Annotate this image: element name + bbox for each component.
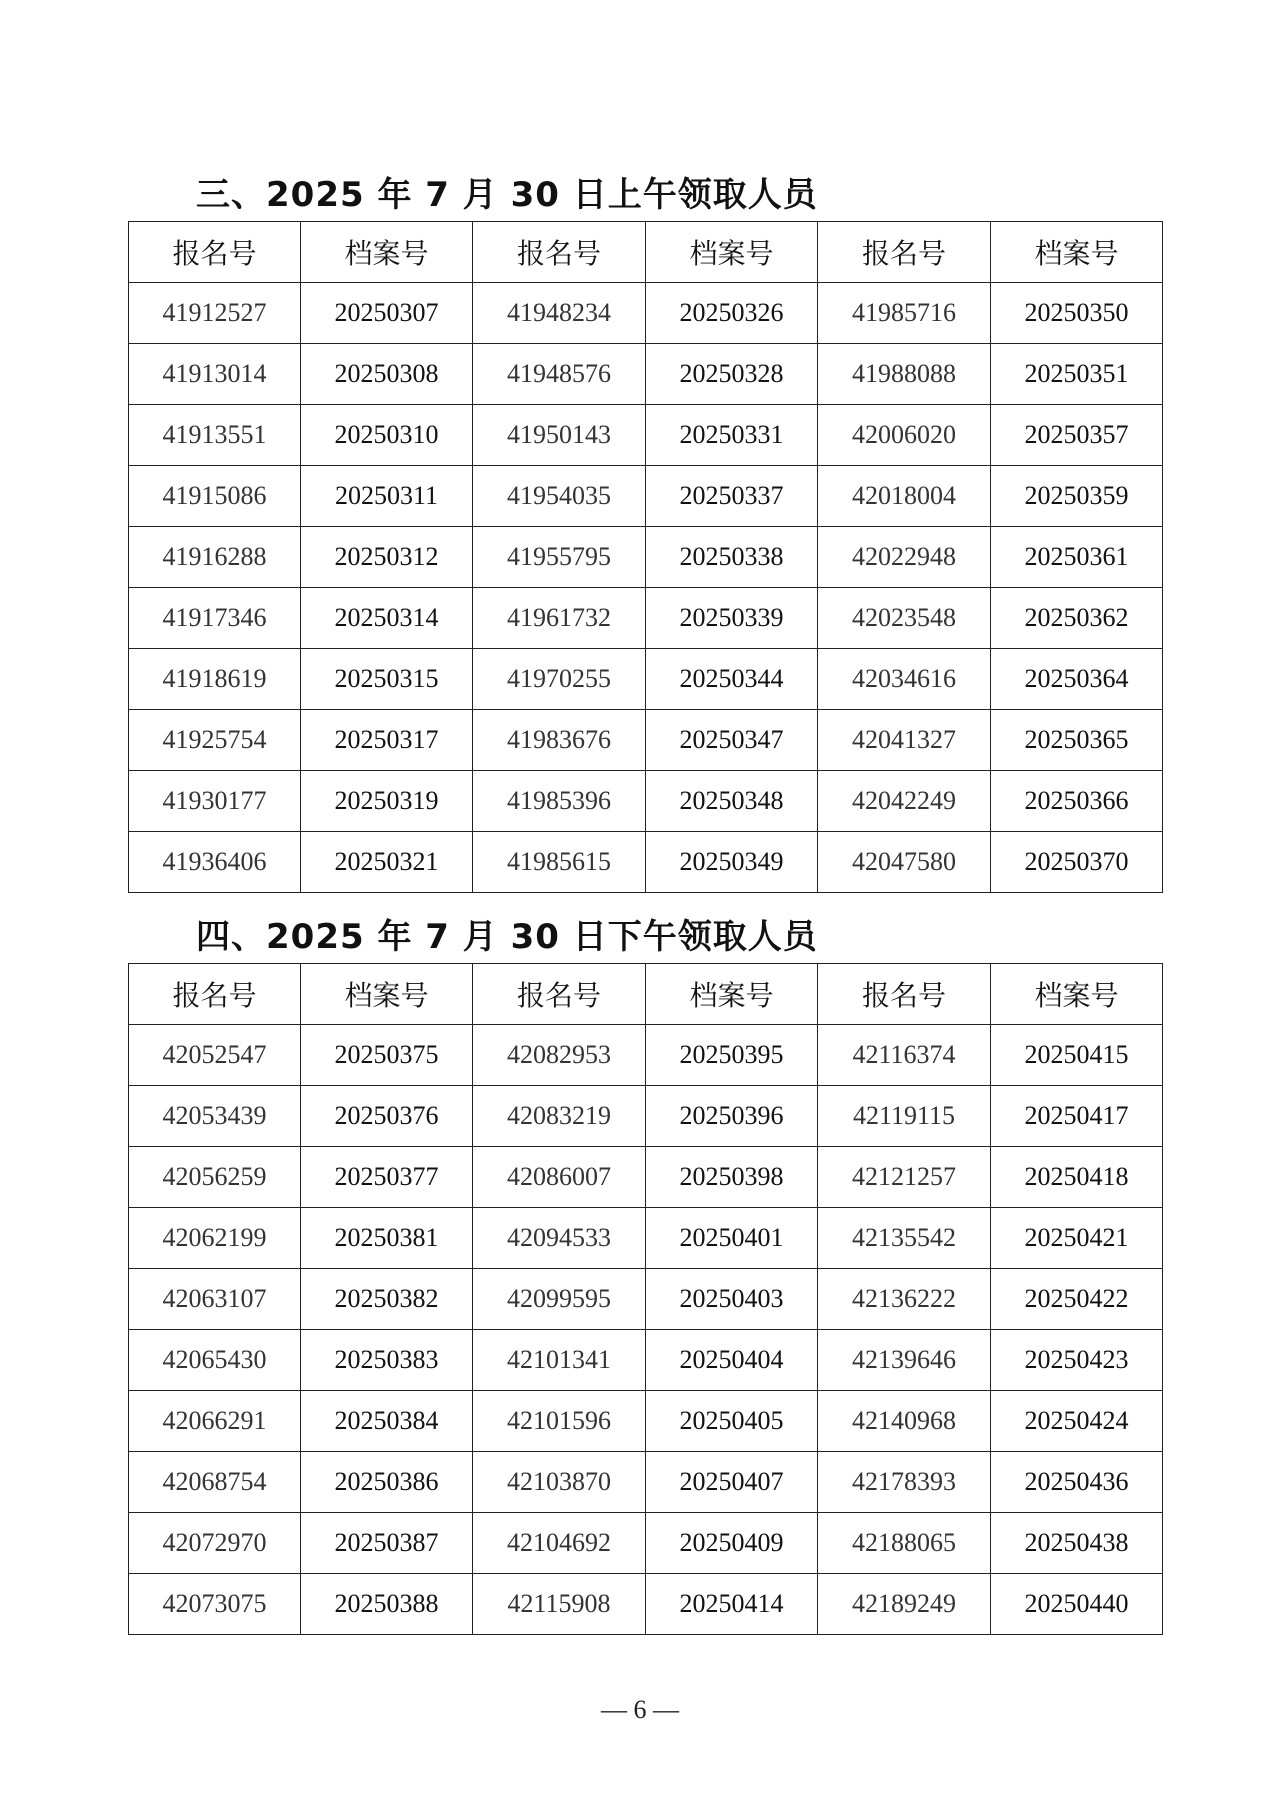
table-row: [129, 1269, 1163, 1330]
archive-number-cell: 20250396: [646, 1086, 818, 1147]
column-header-archive-no: 档案号: [991, 964, 1163, 1025]
registration-number-cell: 42065430: [129, 1330, 301, 1391]
registration-number-cell: 41948576: [473, 344, 646, 405]
archive-number-cell: 20250375: [301, 1025, 473, 1086]
archive-number-cell: 20250349: [646, 832, 818, 893]
archive-number-cell: 20250339: [646, 588, 818, 649]
registration-number-cell: 42140968: [818, 1391, 991, 1452]
archive-number-cell: 20250310: [301, 405, 473, 466]
table-row: [129, 771, 1163, 832]
registration-number-cell: 42063107: [129, 1269, 301, 1330]
registration-number-cell: 41918619: [129, 649, 301, 710]
registration-number-cell: 41961732: [473, 588, 646, 649]
registration-number-cell: 42042249: [818, 771, 991, 832]
archive-number-cell: 20250337: [646, 466, 818, 527]
table-row: [129, 344, 1163, 405]
archive-number-cell: 20250311: [301, 466, 473, 527]
registration-number-cell: 42178393: [818, 1452, 991, 1513]
registration-number-cell: 42121257: [818, 1147, 991, 1208]
archive-number-cell: 20250366: [991, 771, 1163, 832]
registration-number-cell: 42086007: [473, 1147, 646, 1208]
archive-number-cell: 20250315: [301, 649, 473, 710]
archive-number-cell: 20250440: [991, 1574, 1163, 1635]
archive-number-cell: 20250361: [991, 527, 1163, 588]
table-row: [129, 1086, 1163, 1147]
registration-number-cell: 42103870: [473, 1452, 646, 1513]
table-row: [129, 588, 1163, 649]
registration-number-cell: 41988088: [818, 344, 991, 405]
table-row: [129, 1452, 1163, 1513]
archive-number-cell: 20250409: [646, 1513, 818, 1574]
archive-number-cell: 20250376: [301, 1086, 473, 1147]
registration-number-cell: 42047580: [818, 832, 991, 893]
archive-number-cell: 20250436: [991, 1452, 1163, 1513]
column-header-archive-no: 档案号: [301, 222, 473, 283]
registration-number-cell: 41954035: [473, 466, 646, 527]
registration-number-cell: 41950143: [473, 405, 646, 466]
column-header-registration-no: 报名号: [818, 964, 991, 1025]
table-row: [129, 710, 1163, 771]
archive-number-cell: 20250424: [991, 1391, 1163, 1452]
column-header-registration-no: 报名号: [129, 222, 301, 283]
registration-number-cell: 42119115: [818, 1086, 991, 1147]
registration-number-cell: 42066291: [129, 1391, 301, 1452]
registration-number-cell: 42136222: [818, 1269, 991, 1330]
section-title-afternoon: 四、2025 年 7 月 30 日下午领取人员: [196, 917, 818, 957]
registration-number-cell: 42082953: [473, 1025, 646, 1086]
archive-number-cell: 20250351: [991, 344, 1163, 405]
archive-number-cell: 20250357: [991, 405, 1163, 466]
header-row: [129, 964, 1163, 1025]
registration-number-cell: 41915086: [129, 466, 301, 527]
registration-number-cell: 41985716: [818, 283, 991, 344]
column-header-archive-no: 档案号: [646, 222, 818, 283]
registration-number-cell: 42101341: [473, 1330, 646, 1391]
registration-number-cell: 42022948: [818, 527, 991, 588]
archive-number-cell: 20250421: [991, 1208, 1163, 1269]
archive-number-cell: 20250370: [991, 832, 1163, 893]
registration-number-cell: 42135542: [818, 1208, 991, 1269]
archive-number-cell: 20250347: [646, 710, 818, 771]
registration-number-cell: 42083219: [473, 1086, 646, 1147]
registration-number-cell: 41912527: [129, 283, 301, 344]
archive-number-cell: 20250405: [646, 1391, 818, 1452]
registration-number-cell: 42023548: [818, 588, 991, 649]
archive-number-cell: 20250319: [301, 771, 473, 832]
table-row: [129, 1330, 1163, 1391]
archive-number-cell: 20250307: [301, 283, 473, 344]
morning-roster-table: [128, 221, 1163, 893]
registration-number-cell: 42116374: [818, 1025, 991, 1086]
registration-number-cell: 42062199: [129, 1208, 301, 1269]
table-row: [129, 1513, 1163, 1574]
table-row: [129, 832, 1163, 893]
registration-number-cell: 41925754: [129, 710, 301, 771]
registration-number-cell: 42052547: [129, 1025, 301, 1086]
registration-number-cell: 41913014: [129, 344, 301, 405]
archive-number-cell: 20250404: [646, 1330, 818, 1391]
table-row: [129, 283, 1163, 344]
registration-number-cell: 42073075: [129, 1574, 301, 1635]
page-number: — 6 —: [601, 1695, 679, 1724]
registration-number-cell: 42094533: [473, 1208, 646, 1269]
archive-number-cell: 20250344: [646, 649, 818, 710]
registration-number-cell: 42006020: [818, 405, 991, 466]
archive-number-cell: 20250364: [991, 649, 1163, 710]
archive-number-cell: 20250422: [991, 1269, 1163, 1330]
archive-number-cell: 20250398: [646, 1147, 818, 1208]
archive-number-cell: 20250326: [646, 283, 818, 344]
archive-number-cell: 20250338: [646, 527, 818, 588]
table-row: [129, 1208, 1163, 1269]
archive-number-cell: 20250359: [991, 466, 1163, 527]
archive-number-cell: 20250407: [646, 1452, 818, 1513]
registration-number-cell: 42056259: [129, 1147, 301, 1208]
table-row: [129, 466, 1163, 527]
archive-number-cell: 20250423: [991, 1330, 1163, 1391]
registration-number-cell: 42101596: [473, 1391, 646, 1452]
archive-number-cell: 20250321: [301, 832, 473, 893]
column-header-registration-no: 报名号: [818, 222, 991, 283]
archive-number-cell: 20250365: [991, 710, 1163, 771]
table-row: [129, 527, 1163, 588]
table-row: [129, 649, 1163, 710]
registration-number-cell: 41970255: [473, 649, 646, 710]
archive-number-cell: 20250381: [301, 1208, 473, 1269]
registration-number-cell: 41913551: [129, 405, 301, 466]
table-row: [129, 1025, 1163, 1086]
registration-number-cell: 42104692: [473, 1513, 646, 1574]
archive-number-cell: 20250387: [301, 1513, 473, 1574]
archive-number-cell: 20250395: [646, 1025, 818, 1086]
archive-number-cell: 20250401: [646, 1208, 818, 1269]
column-header-registration-no: 报名号: [129, 964, 301, 1025]
archive-number-cell: 20250383: [301, 1330, 473, 1391]
registration-number-cell: 41985396: [473, 771, 646, 832]
archive-number-cell: 20250418: [991, 1147, 1163, 1208]
table-row: [129, 1574, 1163, 1635]
registration-number-cell: 41930177: [129, 771, 301, 832]
table-row: [129, 1391, 1163, 1452]
archive-number-cell: 20250362: [991, 588, 1163, 649]
archive-number-cell: 20250386: [301, 1452, 473, 1513]
archive-number-cell: 20250328: [646, 344, 818, 405]
afternoon-roster-table: [128, 963, 1163, 1635]
registration-number-cell: 42188065: [818, 1513, 991, 1574]
archive-number-cell: 20250331: [646, 405, 818, 466]
registration-number-cell: 42041327: [818, 710, 991, 771]
archive-number-cell: 20250314: [301, 588, 473, 649]
registration-number-cell: 42034616: [818, 649, 991, 710]
registration-number-cell: 42072970: [129, 1513, 301, 1574]
archive-number-cell: 20250415: [991, 1025, 1163, 1086]
table-row: [129, 405, 1163, 466]
archive-number-cell: 20250438: [991, 1513, 1163, 1574]
archive-number-cell: 20250384: [301, 1391, 473, 1452]
registration-number-cell: 42189249: [818, 1574, 991, 1635]
column-header-registration-no: 报名号: [473, 964, 646, 1025]
registration-number-cell: 42115908: [473, 1574, 646, 1635]
section-title-morning: 三、2025 年 7 月 30 日上午领取人员: [196, 175, 818, 215]
registration-number-cell: 41936406: [129, 832, 301, 893]
archive-number-cell: 20250417: [991, 1086, 1163, 1147]
registration-number-cell: 42053439: [129, 1086, 301, 1147]
registration-number-cell: 42099595: [473, 1269, 646, 1330]
registration-number-cell: 41985615: [473, 832, 646, 893]
registration-number-cell: 42139646: [818, 1330, 991, 1391]
registration-number-cell: 41983676: [473, 710, 646, 771]
archive-number-cell: 20250414: [646, 1574, 818, 1635]
archive-number-cell: 20250377: [301, 1147, 473, 1208]
registration-number-cell: 41948234: [473, 283, 646, 344]
column-header-archive-no: 档案号: [991, 222, 1163, 283]
column-header-archive-no: 档案号: [646, 964, 818, 1025]
registration-number-cell: 42068754: [129, 1452, 301, 1513]
archive-number-cell: 20250317: [301, 710, 473, 771]
table-row: [129, 1147, 1163, 1208]
registration-number-cell: 42018004: [818, 466, 991, 527]
archive-number-cell: 20250350: [991, 283, 1163, 344]
archive-number-cell: 20250382: [301, 1269, 473, 1330]
archive-number-cell: 20250348: [646, 771, 818, 832]
archive-number-cell: 20250308: [301, 344, 473, 405]
archive-number-cell: 20250403: [646, 1269, 818, 1330]
column-header-archive-no: 档案号: [301, 964, 473, 1025]
archive-number-cell: 20250312: [301, 527, 473, 588]
header-row: [129, 222, 1163, 283]
archive-number-cell: 20250388: [301, 1574, 473, 1635]
registration-number-cell: 41955795: [473, 527, 646, 588]
column-header-registration-no: 报名号: [473, 222, 646, 283]
registration-number-cell: 41916288: [129, 527, 301, 588]
registration-number-cell: 41917346: [129, 588, 301, 649]
